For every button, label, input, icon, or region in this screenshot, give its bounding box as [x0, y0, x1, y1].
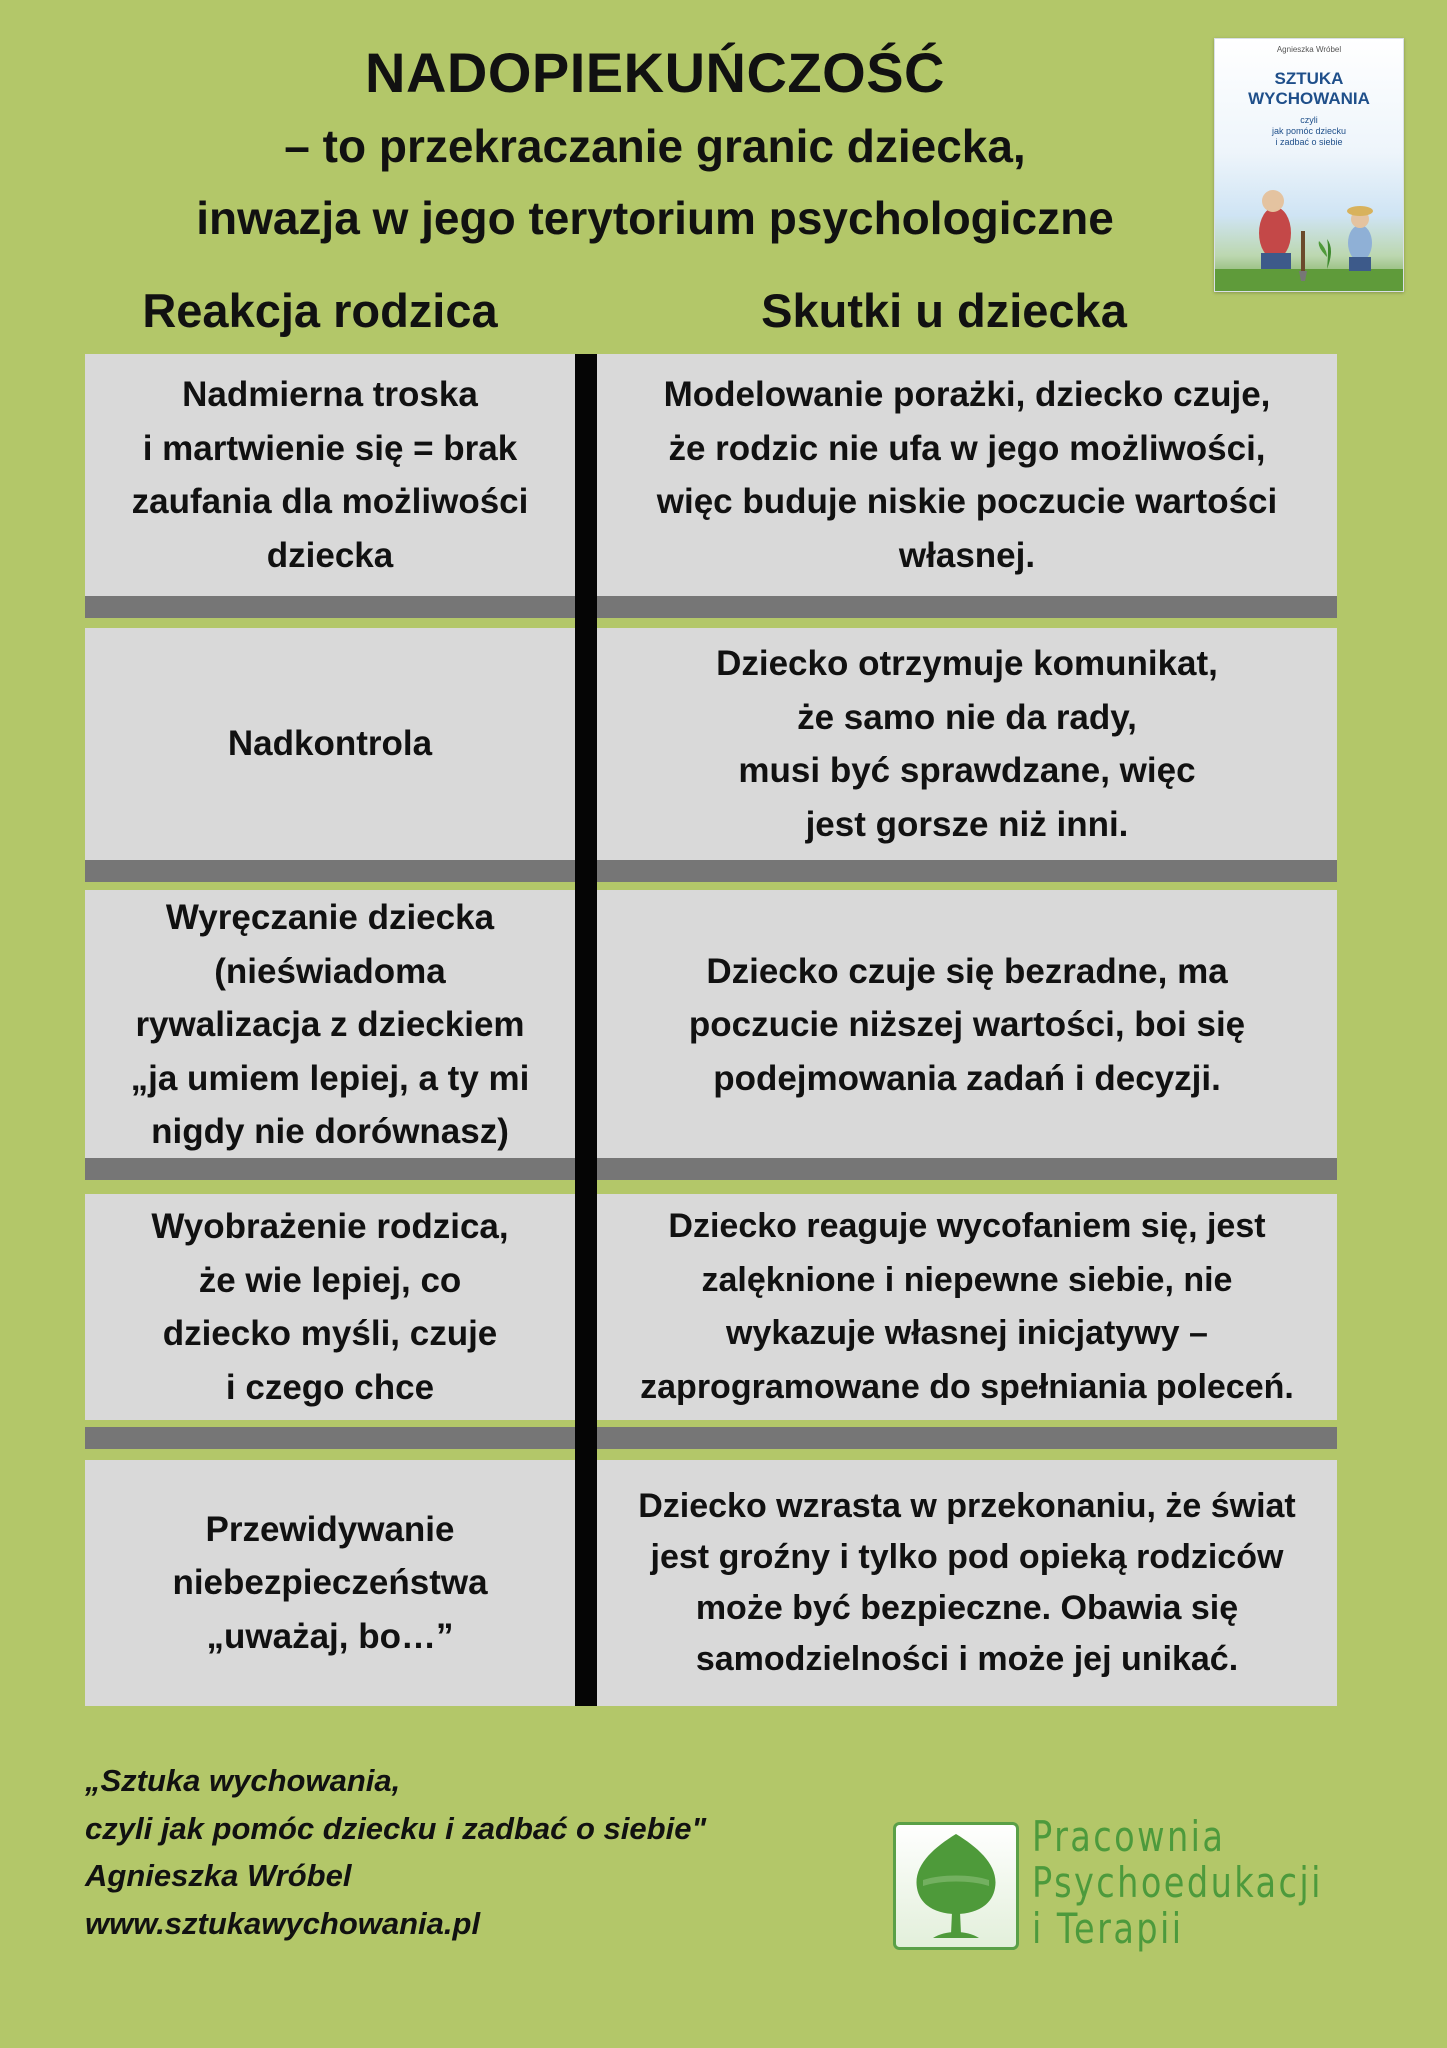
row-divider-1 — [85, 596, 1337, 618]
page-title: NADOPIEKUŃCZOŚĆ — [365, 41, 945, 104]
effect-text-5: Dziecko wzrasta w przekonaniu, że świat jest groźny i tylko pod opieką rodziców może być bezpieczne. Obawia się samodzielności i może jej unikać. — [638, 1487, 1296, 1678]
title-subline-2: inwazja w jego terytorium psychologiczne — [196, 192, 1114, 244]
title-subline-1: – to przekraczanie granic dziecka, — [284, 120, 1026, 172]
reaction-text-5: Przewidywanie niebezpieczeństwa „uważaj, bo…” — [172, 1509, 488, 1656]
column-header-reaction: Reakcja rodzica — [142, 284, 498, 337]
reaction-cell-4 — [85, 1194, 575, 1420]
row-divider-2 — [85, 860, 1337, 882]
book-cover-title-line1: SZTUKA — [1274, 69, 1344, 88]
reaction-cell-5 — [85, 1460, 575, 1706]
logo-wordmark — [1032, 1814, 1323, 1952]
footer-book-title-line1: „Sztuka wychowania, — [85, 1763, 401, 1798]
footer-website-link[interactable]: www.sztukawychowania.pl — [85, 1905, 481, 1941]
book-cover-title — [1215, 69, 1403, 109]
reaction-cell-1 — [85, 354, 575, 596]
reaction-cell-2 — [85, 628, 575, 860]
book-cover-author: Agnieszka Wróbel — [1276, 45, 1342, 54]
row-divider-4 — [85, 1427, 1337, 1449]
footer-author: Agnieszka Wróbel — [85, 1858, 352, 1893]
effect-cell-2 — [597, 628, 1337, 860]
footer-quote — [85, 1757, 706, 1947]
effect-cell-5 — [597, 1460, 1337, 1706]
column-header-effects: Skutki u dziecka — [761, 284, 1127, 337]
book-cover-subtitle: czyli jak pomóc dziecku i zadbać o siebie — [1271, 115, 1347, 147]
reaction-text-2: Nadkontrola — [227, 724, 433, 764]
book-cover-illustration — [1215, 161, 1403, 291]
comparison-table — [85, 354, 1337, 1706]
logo-line3: i Terapii — [1032, 1904, 1184, 1953]
book-cover-title-line2: WYCHOWANIA — [1248, 89, 1370, 108]
effect-text-4: Dziecko reaguje wycofaniem się, jest zalęknione i niepewne siebie, nie wykazuje własnej inicjatywy – zaprogramowane do spełniania poleceń. — [640, 1207, 1294, 1406]
effect-text-3: Dziecko czuje się bezradne, ma poczucie niższej wartości, boi się podejmowania zadań i decyzji. — [688, 951, 1246, 1098]
logo-line1: Pracownia — [1032, 1812, 1226, 1861]
reaction-text-1: Nadmierna troska i martwienie się = brak zaufania dla możliwości dziecka — [131, 375, 529, 575]
tree-logo-icon — [893, 1822, 1019, 1950]
effect-cell-4 — [597, 1194, 1337, 1420]
reaction-text-4: Wyobrażenie rodzica, że wie lepiej, co dziecko myśli, czuje i czego chce — [151, 1207, 509, 1407]
effect-cell-3 — [597, 890, 1337, 1160]
reaction-cell-3 — [85, 890, 575, 1160]
footer-book-title-line2: czyli jak pomóc dziecku i zadbać o siebie" — [85, 1810, 707, 1846]
effect-cell-1 — [597, 354, 1337, 596]
title-block — [0, 36, 1310, 254]
book-cover-image — [1214, 38, 1404, 292]
effect-text-2: Dziecko otrzymuje komunikat, że samo nie da rady, musi być sprawdzane, więc jest gorsze niż inni. — [716, 644, 1218, 844]
row-divider-3 — [85, 1158, 1337, 1180]
column-separator — [575, 354, 597, 1706]
logo-line2: Psychoedukacji — [1032, 1858, 1323, 1907]
effect-text-1: Modelowanie porażki, dziecko czuje, że rodzic nie ufa w jego możliwości, więc buduje niskie poczucie wartości własnej. — [656, 375, 1278, 575]
reaction-text-3: Wyręczanie dziecka (nieświadoma rywalizacja z dzieckiem „ja umiem lepiej, a ty mi nigdy nie dorównasz) — [130, 898, 530, 1152]
